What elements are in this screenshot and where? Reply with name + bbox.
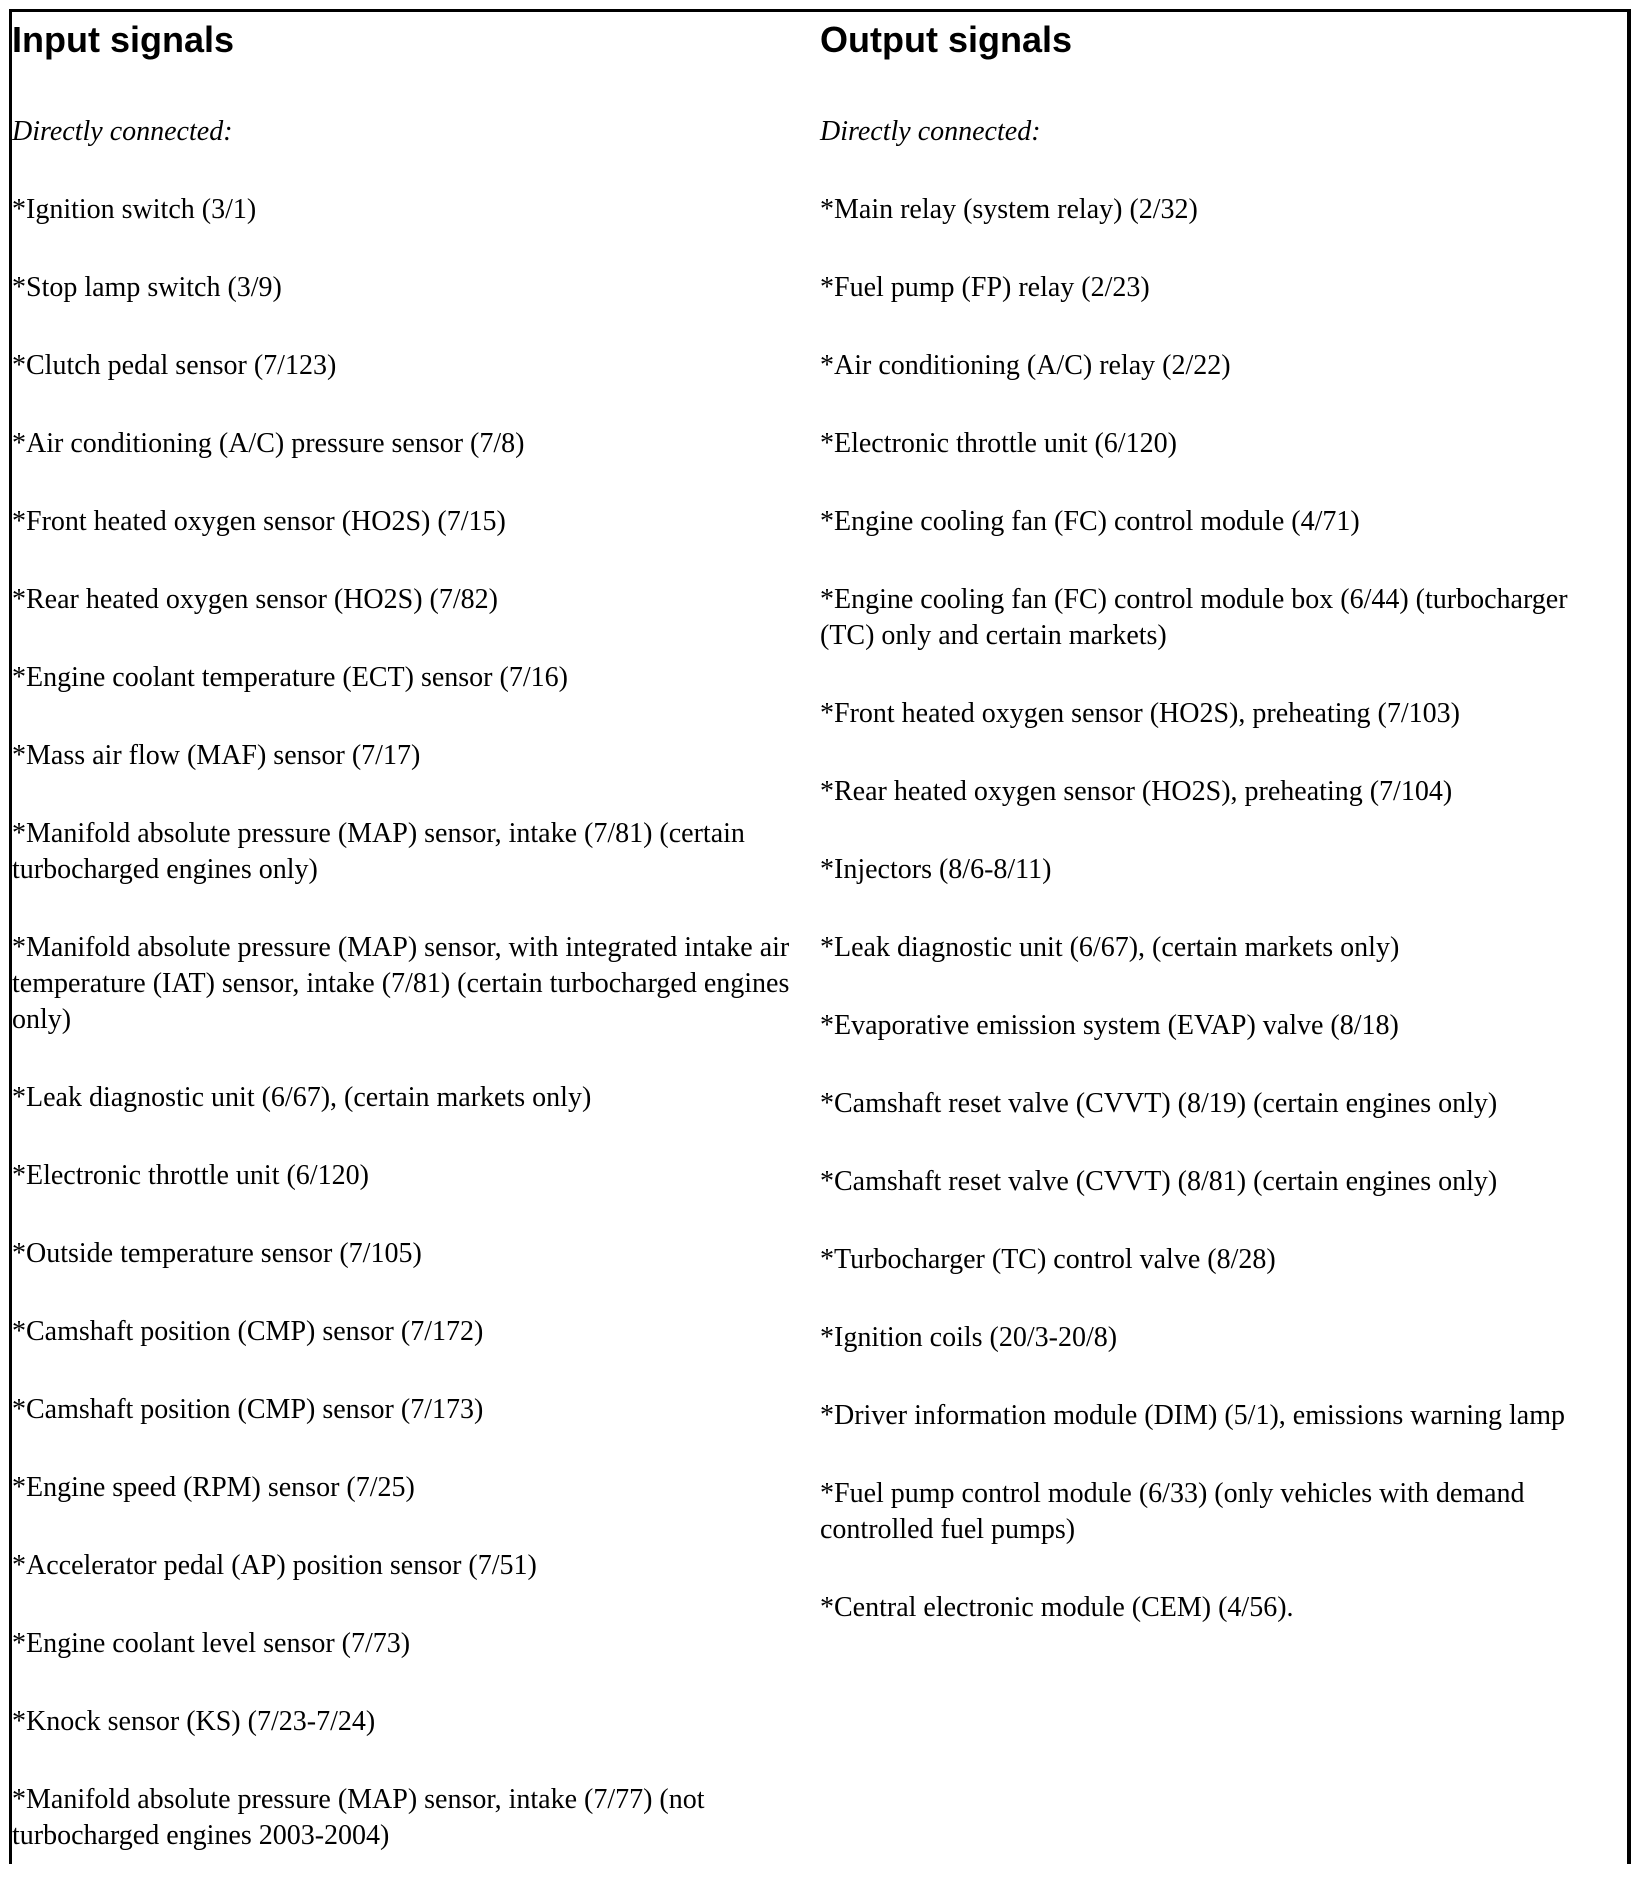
output-directly-connected-label: Directly connected: [820,116,1041,147]
input-signal-item: *Front heated oxygen sensor (HO2S) (7/15) [12,506,506,537]
input-signal-item: *Ignition switch (3/1) [12,194,257,225]
output-signal-item: *Main relay (system relay) (2/32) [820,194,1198,225]
input-signal-item: *Engine coolant level sensor (7/73) [12,1628,411,1659]
output-signal-item: *Central electronic module (CEM) (4/56). [820,1592,1294,1623]
output-signal-item: *Leak diagnostic unit (6/67), (certain markets only) [820,932,1400,963]
output-signals-list [820,192,1600,1668]
input-signal-item: *Camshaft position (CMP) sensor (7/173) [12,1394,484,1425]
input-signal-item: *Manifold absolute pressure (MAP) sensor, intake (7/77) (not turbocharged engines 2003-2004) [12,1784,705,1851]
input-signal-item: *Clutch pedal sensor (7/123) [12,350,337,381]
output-signal-item: *Injectors (8/6-8/11) [820,854,1052,885]
input-signal-item: *Outside temperature sensor (7/105) [12,1238,422,1269]
input-signal-item: *Mass air flow (MAF) sensor (7/17) [12,740,421,771]
output-signal-item: *Front heated oxygen sensor (HO2S), preheating (7/103) [820,698,1460,729]
output-signal-item: *Electronic throttle unit (6/120) [820,428,1177,459]
output-signal-item: *Fuel pump (FP) relay (2/23) [820,272,1150,303]
input-signal-item: *Knock sensor (KS) (7/23-7/24) [12,1706,376,1737]
input-signal-item: *Camshaft position (CMP) sensor (7/172) [12,1316,484,1347]
output-signal-item: *Engine cooling fan (FC) control module (4/71) [820,506,1360,537]
input-signal-item: *Leak diagnostic unit (6/67), (certain markets only) [12,1082,592,1113]
output-signal-item: *Turbocharger (TC) control valve (8/28) [820,1244,1276,1275]
input-signals-title: Input signals [12,19,235,60]
input-signal-item: *Rear heated oxygen sensor (HO2S) (7/82) [12,584,498,615]
input-signal-item: *Engine speed (RPM) sensor (7/25) [12,1472,415,1503]
output-signals-title: Output signals [820,19,1072,60]
input-directly-connected-label: Directly connected: [12,116,233,147]
input-signal-item: *Stop lamp switch (3/9) [12,272,282,303]
input-signal-item: *Manifold absolute pressure (MAP) sensor, intake (7/81) (certain turbocharged engines only) [12,818,745,885]
output-signal-item: *Air conditioning (A/C) relay (2/22) [820,350,1231,381]
output-signal-item: *Rear heated oxygen sensor (HO2S), preheating (7/104) [820,776,1453,807]
signals-table [9,9,1631,1864]
input-signal-item: *Engine coolant temperature (ECT) sensor (7/16) [12,662,568,693]
output-signal-item: *Driver information module (DIM) (5/1), emissions warning lamp [820,1400,1565,1431]
input-signals-list [12,192,820,1896]
input-signal-item: *Manifold absolute pressure (MAP) sensor, with integrated intake air temperature (IAT) sensor, intake (7/81) (certain turbocharged engines only) [12,932,790,1035]
output-signal-item: *Camshaft reset valve (CVVT) (8/19) (certain engines only) [820,1088,1498,1119]
output-signal-item: *Evaporative emission system (EVAP) valve (8/18) [820,1010,1399,1041]
input-signal-item: *Accelerator pedal (AP) position sensor (7/51) [12,1550,537,1581]
input-signal-item: *Electronic throttle unit (6/120) [12,1160,369,1191]
output-signal-item: *Engine cooling fan (FC) control module box (6/44) (turbocharger (TC) only and certain markets) [820,584,1568,651]
output-signal-item: *Ignition coils (20/3-20/8) [820,1322,1118,1353]
output-signal-item: *Fuel pump control module (6/33) (only vehicles with demand controlled fuel pumps) [820,1478,1525,1545]
output-signal-item: *Camshaft reset valve (CVVT) (8/81) (certain engines only) [820,1166,1498,1197]
input-signal-item: *Air conditioning (A/C) pressure sensor (7/8) [12,428,525,459]
